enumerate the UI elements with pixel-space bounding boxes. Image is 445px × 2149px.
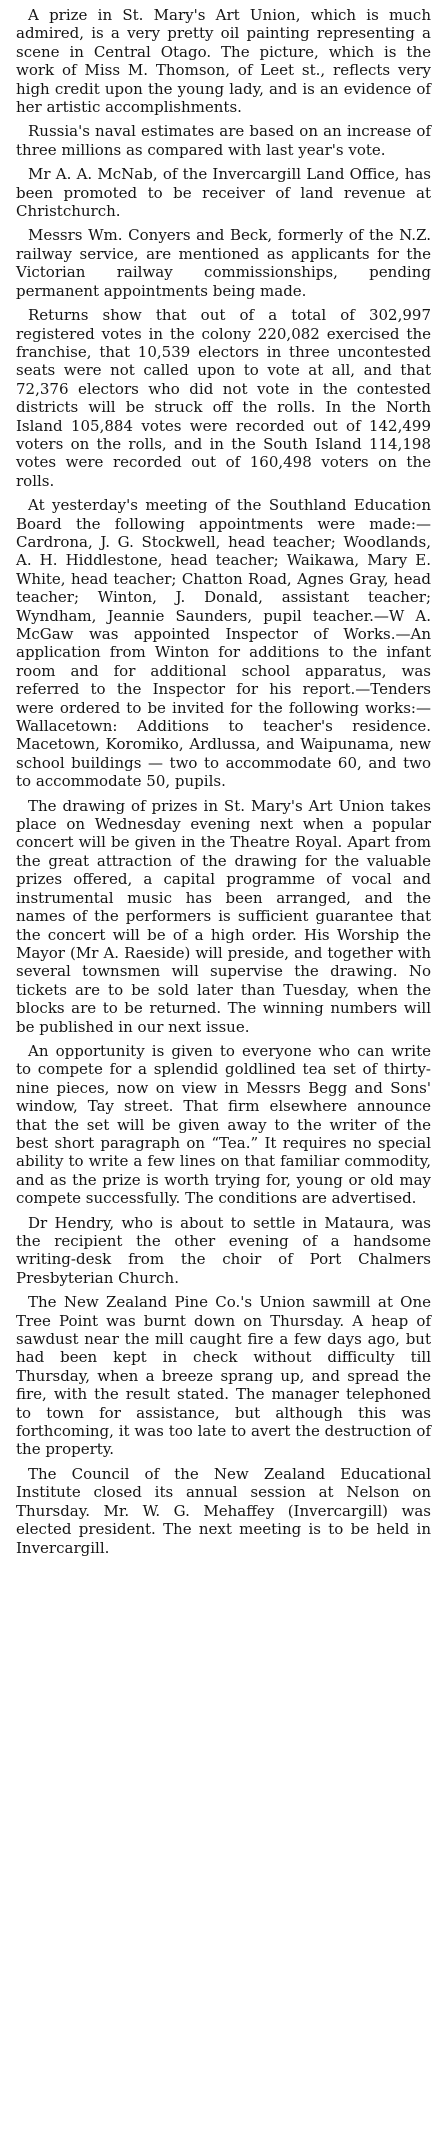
paragraph-russia-naval-estimates: Russia's naval estimates are based on an increase of three millions as compared with last year's vote. bbox=[16, 122, 431, 159]
paragraph-mcnab-promotion: Mr A. A. McNab, of the Invercargill Land Office, has been promoted to be receiver of land revenue at Christchurch. bbox=[16, 165, 431, 221]
paragraph-railway-applicants: Messrs Wm. Conyers and Beck, formerly of the N.Z. railway service, are mentioned as applicants for the Victorian railway commissionships, pending permanent appointments being made. bbox=[16, 226, 431, 300]
paragraph-educational-institute: The Council of the New Zealand Educational Institute closed its annual session at Nelson on Thursday. Mr. W. G. Mehaffey (Invercargill) was elected president. The next meeting is to be held in Invercargill. bbox=[16, 1464, 431, 1557]
paragraph-sawmill-fire: The New Zealand Pine Co.'s Union sawmill at One Tree Point was burnt down on Thursday. A heap of sawdust near the mill caught fire a few days ago, but had been kept in check without difficulty till Thursday, when a breeze sprang up, and spread the fire, with the result stated. The manager telephoned to town for assistance, but although this was forthcoming, it was too late to avert the destruction of the property. bbox=[16, 1293, 431, 1459]
paragraph-tea-competition: An opportunity is given to everyone who can write to compete for a splendid goldlined tea set of thirty-nine pieces, now on view in Messrs Begg and Sons' window, Tay street. That firm elsewhere announce that the set will be given away to the writer of the best short paragraph on “Tea.” It requires no special ability to write a few lines on that familiar commodity, and as the prize is worth trying for, young or old may compete successfully. The conditions are advertised. bbox=[16, 1041, 431, 1208]
paragraph-education-board: At yesterday's meeting of the Southland Education Board the following appointments were made:—Cardrona, J. G. Stockwell, head teacher; Woodlands, A. H. Hiddlestone, head teacher; Waikawa, Mary E. White, head teacher; Chatton Road, Agnes Gray, head teacher; Winton, J. Donald, assistant teacher; Wyndham, Jeannie Saunders, pupil teacher.—W A. McGaw was appointed Inspector of Works.—An application from Winton for additions to the infant room and for additional school apparatus, was referred to the Inspector for his report.—Tenders were ordered to be invited for the following works:—Wallacetown: Additions to teacher's residence. Macetown, Koromiko, Ardlussa, and Waipunama, new school buildings — two to accommodate 60, and two to accommodate 50, pupils. bbox=[16, 496, 431, 791]
paragraph-art-union-drawing: The drawing of prizes in St. Mary's Art Union takes place on Wednesday evening next when a popular concert will be given in the Theatre Royal. Apart from the great attraction of the drawing for the valuable prizes offered, a capital programme of vocal and instrumental music has been arranged, and the names of the performers is sufficient guarantee that the concert will be of a high order. His Worship the Mayor (Mr A. Raeside) will preside, and together with several townsmen will supervise the drawing. No tickets are to be sold later than Tuesday, when the blocks are to be returned. The winning numbers will be published in our next issue. bbox=[16, 796, 431, 1036]
paragraph-dr-hendry: Dr Hendry, who is about to settle in Mataura, was the recipient the other evening of a handsome writing-desk from the choir of Port Chalmers Presbyterian Church. bbox=[16, 1213, 431, 1287]
paragraph-art-union-painting: A prize in St. Mary's Art Union, which is much admired, is a very pretty oil painting representing a scene in Central Otago. The picture, which is the work of Miss M. Thomson, of Leet st., reflects very high credit upon the young lady, and is an evidence of her artistic accomplishments. bbox=[16, 6, 431, 117]
paragraph-election-returns: Returns show that out of a total of 302,997 registered votes in the colony 220,082 exercised the franchise, that 10,539 electors in three uncontested seats were not called upon to vote at all, and that 72,376 electors who did not vote in the contested districts will be struck off the rolls. In the North Island 105,884 votes were recorded out of 142,499 voters on the rolls, and in the South Island 114,198 votes were recorded out of 160,498 voters on the rolls. bbox=[16, 306, 431, 490]
